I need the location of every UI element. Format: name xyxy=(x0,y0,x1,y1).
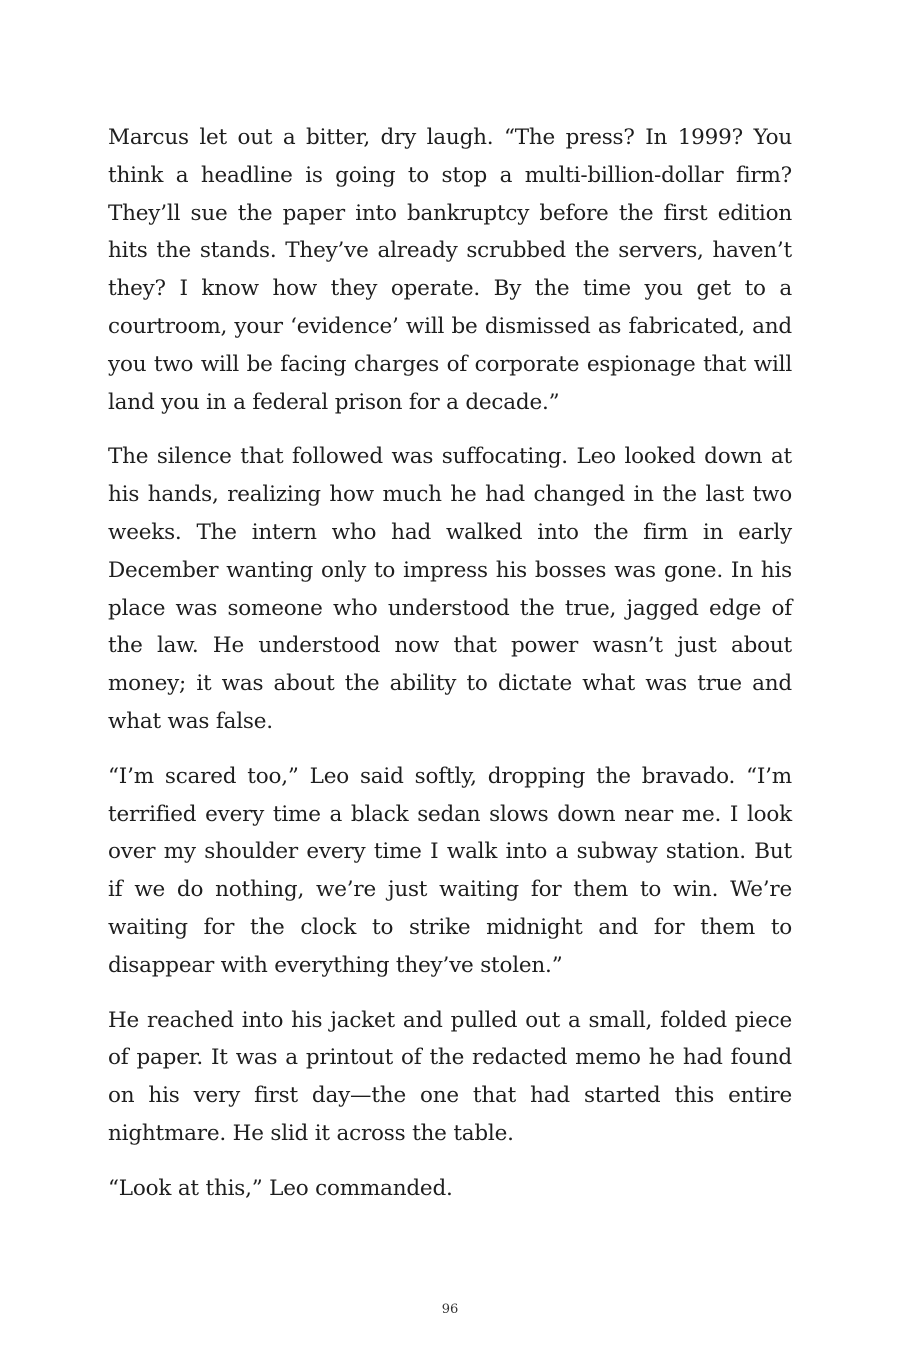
page-body xyxy=(108,119,792,1225)
paragraph: The silence that followed was suffocating. Leo looked down at his hands, realizing how much he had changed in the last two weeks. The intern who had walked into the firm in early December wanting only to impress his bosses was gone. In his place was someone who understood the true, jagged edge of the law. He understood now that power wasn’t just about money; it was about the ability to dictate what was true and what was false. xyxy=(108,444,792,734)
paragraph: Marcus let out a bitter, dry laugh. “The press? In 1999? You think a headline is going to stop a multi-billion-dollar firm? They’ll sue the paper into bankruptcy before the first edition hits the stands. They’ve already scrubbed the servers, haven’t they? I know how they operate. By the time you get to a courtroom, your ‘evidence’ will be dismissed as fabricated, and you two will be facing charges of corporate espionage that will land you in a federal prison for a decade.” xyxy=(108,125,792,415)
paragraph: “I’m scared too,” Leo said softly, dropping the bravado. “I’m terrified every time a black sedan slows down near me. I look over my shoulder every time I walk into a subway station. But if we do nothing, we’re just waiting for them to win. We’re waiting for the clock to strike midnight and for them to disappear with everything they’ve stolen.” xyxy=(108,763,792,978)
paragraph: He reached into his jacket and pulled out a small, folded piece of paper. It was a printout of the redacted memo he had found on his very first day—the one that had started this entire nightmare. He slid it across the table. xyxy=(108,1007,792,1146)
paragraph: “Look at this,” Leo commanded. xyxy=(108,1175,453,1201)
page-number: 96 xyxy=(441,1302,459,1317)
